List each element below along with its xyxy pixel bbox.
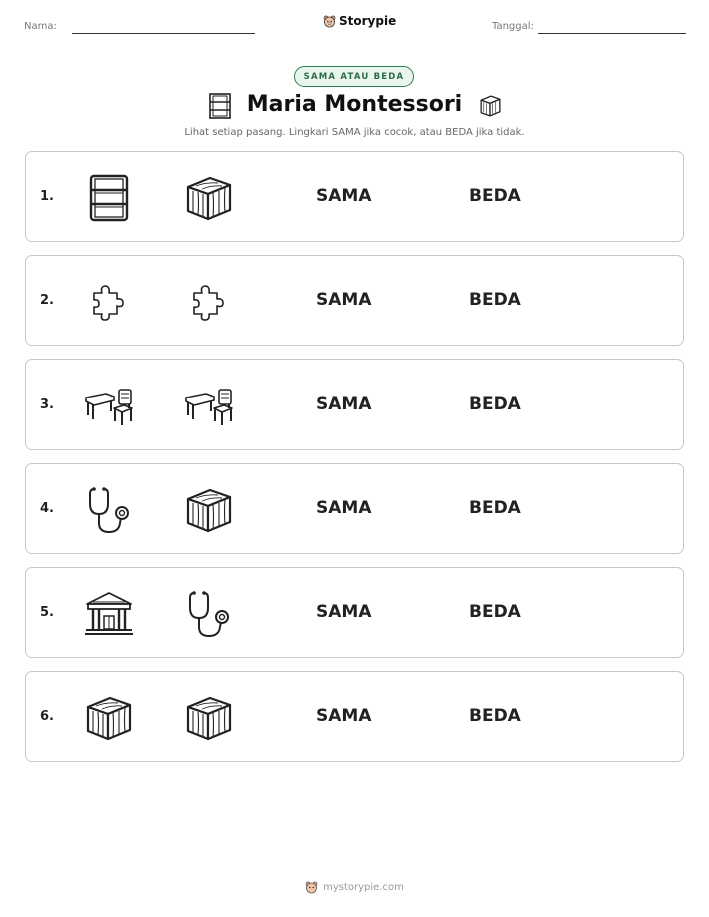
name-label: Nama: (24, 21, 57, 32)
shelf-icon (84, 173, 134, 223)
question-number: 6. (40, 709, 54, 724)
same-option[interactable]: SAMA (316, 290, 372, 310)
wooden-block-icon (184, 693, 234, 743)
date-line[interactable] (538, 33, 686, 34)
question-row (25, 359, 684, 450)
same-option[interactable]: SAMA (316, 706, 372, 726)
storypie-bear-logo-icon (305, 881, 318, 894)
name-line[interactable] (72, 33, 255, 34)
page-title: Maria Montessori (246, 92, 463, 117)
question-number: 1. (40, 189, 54, 204)
stethoscope-icon (84, 485, 134, 535)
different-option[interactable]: BEDA (469, 290, 521, 310)
question-number: 4. (40, 501, 54, 516)
same-option[interactable]: SAMA (316, 394, 372, 414)
question-row (25, 151, 684, 242)
same-option[interactable]: SAMA (316, 186, 372, 206)
storypie-bear-logo-icon (323, 15, 336, 28)
desk-and-chair-icon (84, 381, 134, 431)
desk-and-chair-icon (184, 381, 234, 431)
brand-name: Storypie (339, 14, 397, 28)
question-number: 3. (40, 397, 54, 412)
question-number: 2. (40, 293, 54, 308)
wooden-block-icon (84, 693, 134, 743)
activity-badge: SAMA ATAU BEDA (294, 66, 414, 87)
question-number: 5. (40, 605, 54, 620)
puzzle-piece-icon (84, 277, 134, 327)
question-row (25, 671, 684, 762)
footer-url: mystorypie.com (323, 882, 404, 893)
different-option[interactable]: BEDA (469, 186, 521, 206)
wooden-block-icon (476, 93, 504, 123)
same-option[interactable]: SAMA (316, 498, 372, 518)
question-row (25, 567, 684, 658)
school-building-icon (84, 589, 134, 639)
wooden-block-icon (184, 173, 234, 223)
brand-logo (323, 14, 396, 28)
different-option[interactable]: BEDA (469, 394, 521, 414)
wooden-block-icon (184, 485, 234, 535)
footer (0, 881, 709, 894)
different-option[interactable]: BEDA (469, 706, 521, 726)
date-label: Tanggal: (492, 21, 534, 32)
different-option[interactable]: BEDA (469, 498, 521, 518)
question-row (25, 463, 684, 554)
stethoscope-icon (184, 589, 234, 639)
different-option[interactable]: BEDA (469, 602, 521, 622)
question-row (25, 255, 684, 346)
same-option[interactable]: SAMA (316, 602, 372, 622)
puzzle-piece-icon (184, 277, 234, 327)
instructions: Lihat setiap pasang. Lingkari SAMA jika cocok, atau BEDA jika tidak. (184, 127, 525, 138)
